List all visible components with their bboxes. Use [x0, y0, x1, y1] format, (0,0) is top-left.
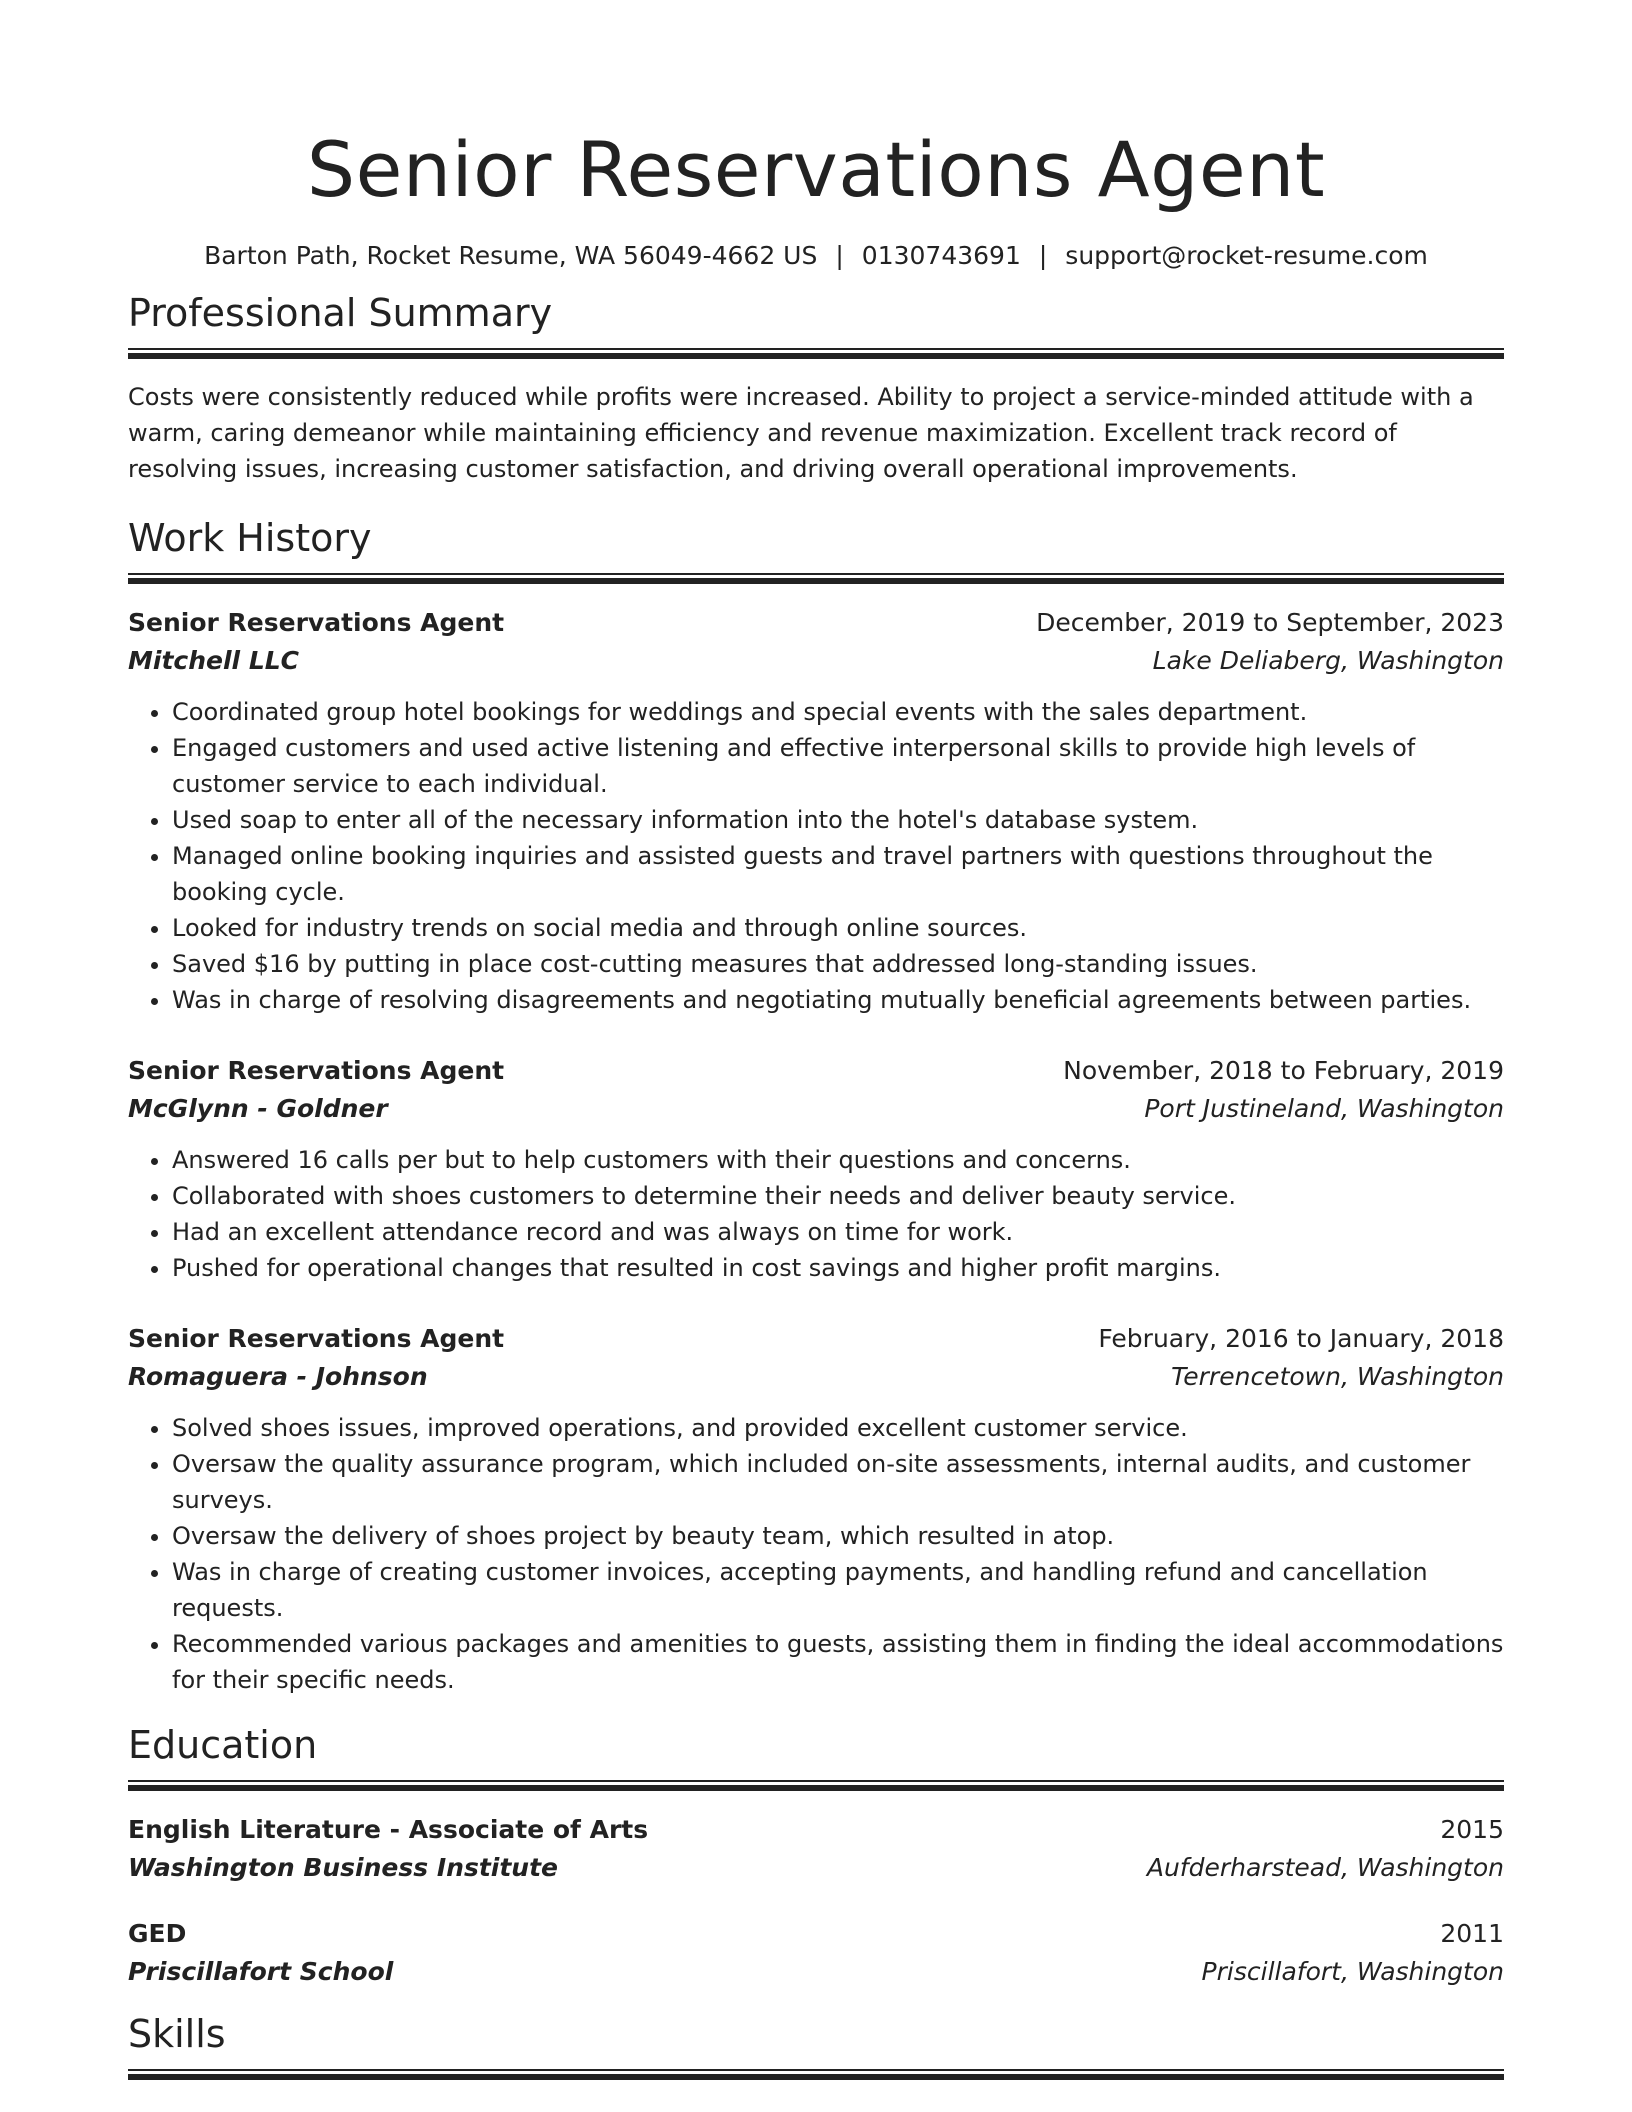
- education-entry: [128, 1811, 1504, 1887]
- job-bullet: • Solved shoes issues, improved operations, and provided excellent customer service.: [172, 1410, 1504, 1446]
- contact-phone: 0130743691: [861, 241, 1021, 270]
- job-bullet: • Was in charge of resolving disagreements and negotiating mutually beneficial agreements between parties.: [172, 982, 1504, 1018]
- education-section: [128, 1720, 1504, 1991]
- section-title-summary: Professional Summary: [128, 291, 553, 335]
- education-degree: GED: [128, 1919, 187, 1948]
- section-divider: [128, 1780, 1504, 1791]
- section-title-skills: Skills: [128, 2012, 226, 2056]
- resume-title: Senior Reservations Agent: [306, 125, 1326, 214]
- job-bullet: • Was in charge of creating customer invoices, accepting payments, and handling refund and cancellation requests.: [172, 1554, 1504, 1626]
- job-company: McGlynn - Goldner: [128, 1094, 388, 1123]
- job-company-row: [128, 1358, 1504, 1396]
- education-location: Aufderharstead, Washington: [1146, 1853, 1504, 1882]
- contact-email: support@rocket-resume.com: [1065, 241, 1428, 270]
- job-dates: February, 2016 to January, 2018: [1098, 1324, 1504, 1353]
- job-location: Port Justineland, Washington: [1144, 1094, 1504, 1123]
- contact-separator: |: [835, 241, 844, 270]
- job-bullet: • Coordinated group hotel bookings for weddings and special events with the sales department.: [172, 694, 1504, 730]
- summary-section: [128, 288, 1504, 487]
- job-location: Terrencetown, Washington: [1171, 1362, 1504, 1391]
- education-degree: English Literature - Associate of Arts: [128, 1815, 649, 1844]
- job-location: Lake Deliaberg, Washington: [1152, 646, 1504, 675]
- job-header-row: [128, 1320, 1504, 1358]
- job-entry: [128, 1320, 1504, 1698]
- job-bullet: • Engaged customers and used active listening and effective interpersonal skills to provide high levels of customer service to each individual.: [172, 730, 1504, 802]
- job-bullet: • Used soap to enter all of the necessary information into the hotel's database system.: [172, 802, 1504, 838]
- section-title-education: Education: [128, 1723, 318, 1767]
- education-entry: [128, 1915, 1504, 1991]
- summary-text: Costs were consistently reduced while profits were increased. Ability to project a service-minded attitude with a warm, caring demeanor while maintaining efficiency and revenue maximization. Excellent track record of resolving issues, increasing customer satisfaction, and driving overall operational improvements.: [128, 383, 1474, 483]
- job-bullet: • Saved $16 by putting in place cost-cutting measures that addressed long-standing issues.: [172, 946, 1504, 982]
- skills-section: [128, 2009, 1504, 2080]
- education-location: Priscillafort, Washington: [1201, 1957, 1504, 1986]
- section-divider: [128, 573, 1504, 584]
- job-bullet: • Managed online booking inquiries and assisted guests and travel partners with questions throughout the booking cycle.: [172, 838, 1504, 910]
- job-bullet: • Had an excellent attendance record and was always on time for work.: [172, 1214, 1504, 1250]
- job-company: Mitchell LLC: [128, 646, 300, 675]
- work-history-section: [128, 513, 1504, 1698]
- job-dates: November, 2018 to February, 2019: [1063, 1056, 1504, 1085]
- job-bullet: • Recommended various packages and amenities to guests, assisting them in finding the ideal accommodations for their specific needs.: [172, 1626, 1504, 1698]
- job-bullet: • Collaborated with shoes customers to determine their needs and deliver beauty service.: [172, 1178, 1504, 1214]
- education-year: 2011: [1440, 1919, 1504, 1948]
- job-bullet: • Pushed for operational changes that resulted in cost savings and higher profit margins.: [172, 1250, 1504, 1286]
- job-header-row: [128, 604, 1504, 642]
- job-bullets: [128, 1142, 1504, 1286]
- job-header-row: [128, 1052, 1504, 1090]
- section-title-work-history: Work History: [128, 516, 372, 560]
- job-bullet: • Oversaw the quality assurance program, which included on-site assessments, internal audits, and customer surveys.: [172, 1446, 1504, 1518]
- job-dates: December, 2019 to September, 2023: [1036, 608, 1504, 637]
- job-bullet: • Answered 16 calls per but to help customers with their questions and concerns.: [172, 1142, 1504, 1178]
- job-company: Romaguera - Johnson: [128, 1362, 428, 1391]
- section-divider: [128, 2069, 1504, 2080]
- contact-address: Barton Path, Rocket Resume, WA 56049-4662 US: [204, 241, 818, 270]
- education-school-row: [128, 1953, 1504, 1991]
- job-bullet: • Oversaw the delivery of shoes project by beauty team, which resulted in atop.: [172, 1518, 1504, 1554]
- section-divider: [128, 348, 1504, 359]
- contact-line: [128, 238, 1504, 274]
- education-header-row: [128, 1811, 1504, 1849]
- job-title: Senior Reservations Agent: [128, 1056, 505, 1085]
- education-school: Washington Business Institute: [128, 1853, 558, 1882]
- education-year: 2015: [1440, 1815, 1504, 1844]
- job-company-row: [128, 642, 1504, 680]
- job-title: Senior Reservations Agent: [128, 1324, 505, 1353]
- education-school-row: [128, 1849, 1504, 1887]
- job-entry: [128, 1052, 1504, 1286]
- job-entry: [128, 604, 1504, 1018]
- job-bullets: [128, 694, 1504, 1018]
- contact-separator: |: [1038, 241, 1048, 270]
- job-bullet: • Looked for industry trends on social media and through online sources.: [172, 910, 1504, 946]
- education-header-row: [128, 1915, 1504, 1953]
- job-title: Senior Reservations Agent: [128, 608, 505, 637]
- education-school: Priscillafort School: [128, 1957, 394, 1986]
- job-bullets: [128, 1410, 1504, 1698]
- job-company-row: [128, 1090, 1504, 1128]
